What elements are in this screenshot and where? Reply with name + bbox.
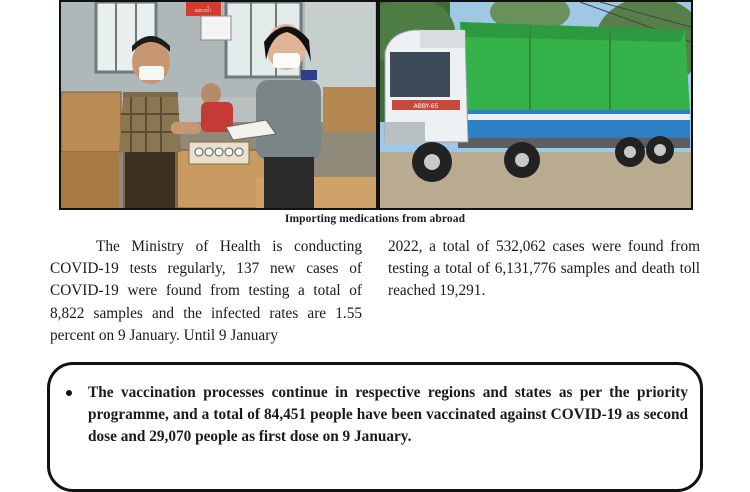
highlight-box — [47, 362, 703, 492]
article-column-2: 2022, a total of 532,062 cases were found from testing a total of 6,131,776 samples and death toll reached 19,291. — [388, 238, 700, 300]
photo-strip — [59, 0, 693, 210]
photo-cargo-truck — [380, 2, 691, 208]
bullet-icon — [66, 390, 72, 396]
photo-caption: Importing medications from abroad — [284, 213, 466, 225]
photo-sign-text: ဆေးဝါး — [194, 7, 212, 14]
highlight-item — [88, 382, 688, 448]
photo-medication-inspection — [61, 2, 376, 208]
article-column-1: The Ministry of Health is conducting COVID-19 tests regularly, 137 new cases of COVID-19 were found from testing a total of 8,822 samples and the infected rates are 1.55 percent on 9 January. Until 9 January — [50, 238, 362, 344]
truck-plate: ABBY-65 — [413, 103, 439, 110]
highlight-item-text: The vaccination processes continue in respective regions and states as per the priority programme, and a total of 84,451 people have been vaccinated against COVID-19 as second dose and 29,070 people as first dose on 9 January. — [88, 384, 688, 445]
